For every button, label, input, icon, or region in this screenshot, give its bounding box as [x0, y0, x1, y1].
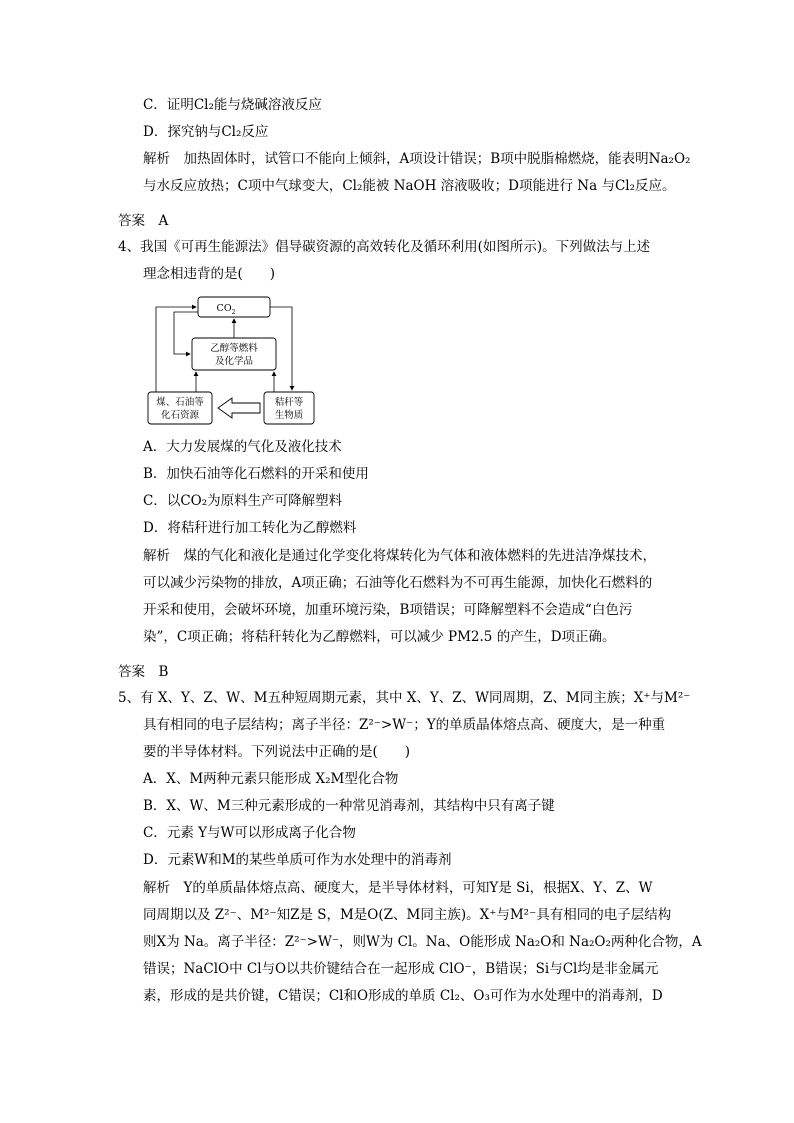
q5-option-a: A．X、M两种元素只能形成 X₂M型化合物 — [143, 771, 399, 787]
q3-answer: 答案 A — [118, 213, 169, 229]
fossil-label-2: 化石资源 — [160, 410, 200, 421]
q3-analysis-line-2: 与水反应放热；C项中气球变大，Cl₂能被 NaOH 溶液吸收；D项能进行 Na 与Cl₂反应。 — [143, 178, 676, 194]
q4-option-c: C．以CO₂为原料生产可降解塑料 — [143, 493, 343, 509]
biomass-label-1: 秸秆等 — [274, 397, 304, 408]
q5-analysis-line-5: 素，形成的是共价键，C错误；Cl和O形成的单质 Cl₂、O₃可作为水处理中的消毒剂，D — [143, 988, 663, 1004]
hollow-arrow-biomass-to-fossil — [218, 398, 260, 418]
q5-stem-line-2: 具有相同的电子层结构；离子半径：Z²⁻>W⁻；Y的单质晶体熔点高、硬度大，是一种重 — [143, 717, 666, 733]
q5-analysis-line-1: 解析 Y的单质晶体熔点高、硬度大，是半导体材料，可知Y是 Si，根据X、Y、Z、W — [143, 880, 653, 896]
q4-analysis-line-1: 解析 煤的气化和液化是通过化学变化将煤转化为气体和液体燃料的先进洁净煤技术， — [143, 548, 656, 564]
q5-analysis-line-4: 错误；NaClO中 Cl与O以共价键结合在一起形成 ClO⁻，B错误；Si与Cl均是非金属元 — [143, 961, 659, 977]
q4-stem-line-2: 理念相违背的是( ) — [143, 266, 276, 282]
q5-stem-line-1: 5、有 X、Y、Z、W、M五种短周期元素，其中 X、Y、Z、W同周期，Z、M同主族；X⁺与M²⁻ — [118, 690, 691, 706]
q4-analysis-line-4: 染”，C项正确；将秸秆转化为乙醇燃料，可以减少 PM2.5 的产生，D项正确。 — [143, 629, 616, 645]
q5-stem-line-3: 要的半导体材料。下列说法中正确的是( ) — [143, 744, 411, 760]
arrow-fossil-to-co2 — [156, 307, 196, 392]
q4-analysis-line-3: 开采和使用，会破坏环境，加重环境污染，B项错误；可降解塑料不会造成“白色污 — [143, 602, 633, 618]
q4-stem-line-1: 4、我国《可再生能源法》倡导碳资源的高效转化及循环利用(如图所示)。下列做法与上述 — [118, 239, 651, 255]
q5-option-b: B．X、W、M三种元素形成的一种常见消毒剂，其结构中只有离子键 — [143, 798, 555, 814]
q5-option-d: D．元素W和M的某些单质可作为水处理中的消毒剂 — [143, 852, 452, 868]
q4-option-a: A．大力发展煤的气化及液化技术 — [143, 439, 342, 455]
q5-analysis-line-3: 则X为 Na。离子半径：Z²⁻>W⁻，则W为 Cl。Na、O能形成 Na₂O和 Na₂O₂两种化合物，A — [143, 934, 702, 950]
q3-analysis-line-1: 解析 加热固体时，试管口不能向上倾斜，A项设计错误；B项中脱脂棉燃烧，能表明Na₂O₂ — [143, 151, 691, 167]
q4-option-b: B．加快石油等化石燃料的开采和使用 — [143, 466, 369, 482]
q4-answer: 答案 B — [118, 664, 169, 680]
q3-option-c: C．证明Cl₂能与烧碱溶液反应 — [143, 97, 322, 113]
q3-option-d: D．探究钠与Cl₂反应 — [143, 124, 269, 140]
q4-option-d: D．将秸秆进行加工转化为乙醇燃料 — [143, 520, 357, 536]
fuel-label-1: 乙醇等燃料 — [210, 343, 258, 354]
q4-analysis-line-2: 可以减少污染物的排放，A项正确；石油等化石燃料为不可再生能源，加快化石燃料的 — [143, 575, 653, 591]
fuel-label-2: 及化学品 — [214, 356, 254, 367]
fossil-label-1: 煤、石油等 — [156, 397, 204, 408]
q5-option-c: C．元素 Y与W可以形成离子化合物 — [143, 825, 356, 841]
q5-analysis-line-2: 同周期以及 Z²⁻、M²⁻知Z是 S，M是O(Z、M同主族)。X⁺与M²⁻具有相同的电子层结构 — [143, 907, 672, 923]
biomass-label-2: 生物质 — [274, 410, 304, 421]
carbon-cycle-diagram — [146, 292, 318, 430]
co2-label: $CO_2$ — [216, 303, 236, 316]
